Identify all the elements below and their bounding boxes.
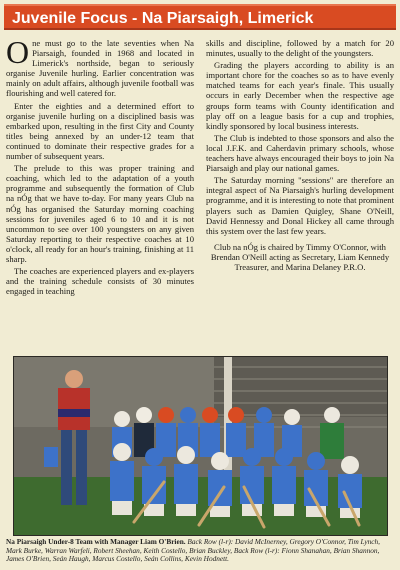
article-body bbox=[6, 34, 394, 356]
team-photo-illustration bbox=[14, 357, 388, 536]
paragraph: skills and discipline, followed by a match for 20 minutes, usually to the delight of the youngsters. bbox=[206, 38, 394, 59]
paragraph: The coaches are experienced players and ex-players and the training schedule consists of 30 minutes engaged in teaching bbox=[6, 266, 194, 297]
caption-lead: Na Piarsaigh Under-8 Team with Manager Liam O'Brien. bbox=[6, 537, 186, 546]
right-column bbox=[206, 38, 394, 356]
paragraph: The prelude to this was proper training and coaching, which led to the adaptation of a youth programme and subsequently the formation of Club na nÓg that we have to-day. For many years Club na nÓg has organised the Saturday morning coaching sessions for juveniles aged 6 to 10 and it is not uncommon to see over 100 youngsters on any given Saturday reporting to their respective coaches at 10 o'clock, all ready for an hour's training, finishing at 11 sharp. bbox=[6, 163, 194, 264]
drop-cap: O bbox=[6, 34, 30, 70]
photo-caption bbox=[6, 538, 394, 568]
paragraph: The Club is indebted to those sponsors and also the local J.F.K. and Caherdavin primary schools, whose teachers have always encouraged their boys to join Na Piarsaigh and play our national games. bbox=[206, 132, 394, 174]
paragraph: Grading the players according to ability is an important chore for the coaches so as to have evenly matched teams for each year's finale. This usually occurs in early December when the respective age groups form teams with County identification and play off on a league basis for a cup and trophies, kindly sponsored by local business interests. bbox=[206, 60, 394, 131]
article-title: Juvenile Focus - Na Piarsaigh, Limerick bbox=[4, 4, 396, 30]
paragraph: The Saturday morning "sessions" are therefore an integral aspect of Na Piarsaigh's hurling development programme, and it is interesting to note that prominent players such as Damien Quigley, Shane O'Neill, David Hennessy and Donal Hickey all came through this system over the last few years. bbox=[206, 175, 394, 236]
closing-paragraph: Club na nÓg is chaired by Timmy O'Connor, with Brendan O'Neill acting as Secretary, Liam Kennedy Treasurer, and Marina Delaney P.R.O. bbox=[210, 241, 390, 272]
team-photo bbox=[13, 356, 388, 536]
left-column bbox=[6, 34, 194, 356]
paragraph: Enter the eighties and a determined effort to organise juvenile hurling on a disciplined basis was embarked upon, resulting in the first City and County titles being annexed by an under-12 team that continued to dominate their respective grades for a number of subsequent years. bbox=[6, 100, 194, 162]
paragraph bbox=[6, 34, 194, 99]
caption-body: Back Row (l-r): David McInerney, Gregory O'Connor, Tim Lynch, Mark Burke, Warran Warfeli, Robert Sheehan, Keith Costello, Brian Buckley, Back Row (l-r): Fionn Shanahan, Brian Shannon, James O'Brien, Seán Haugh, Marcus Costello, Seán Collins, Kevin Hodnett. bbox=[6, 537, 380, 564]
paragraph-text: ne must go to the late seventies when Na Piarsaigh, founded in 1968 and located in Limerick's northside, began to seriously organise Juvenile hurling. Earlier concentration was mainly on adult affairs, although juvenile football was flourishing and well catered for. bbox=[6, 38, 194, 99]
